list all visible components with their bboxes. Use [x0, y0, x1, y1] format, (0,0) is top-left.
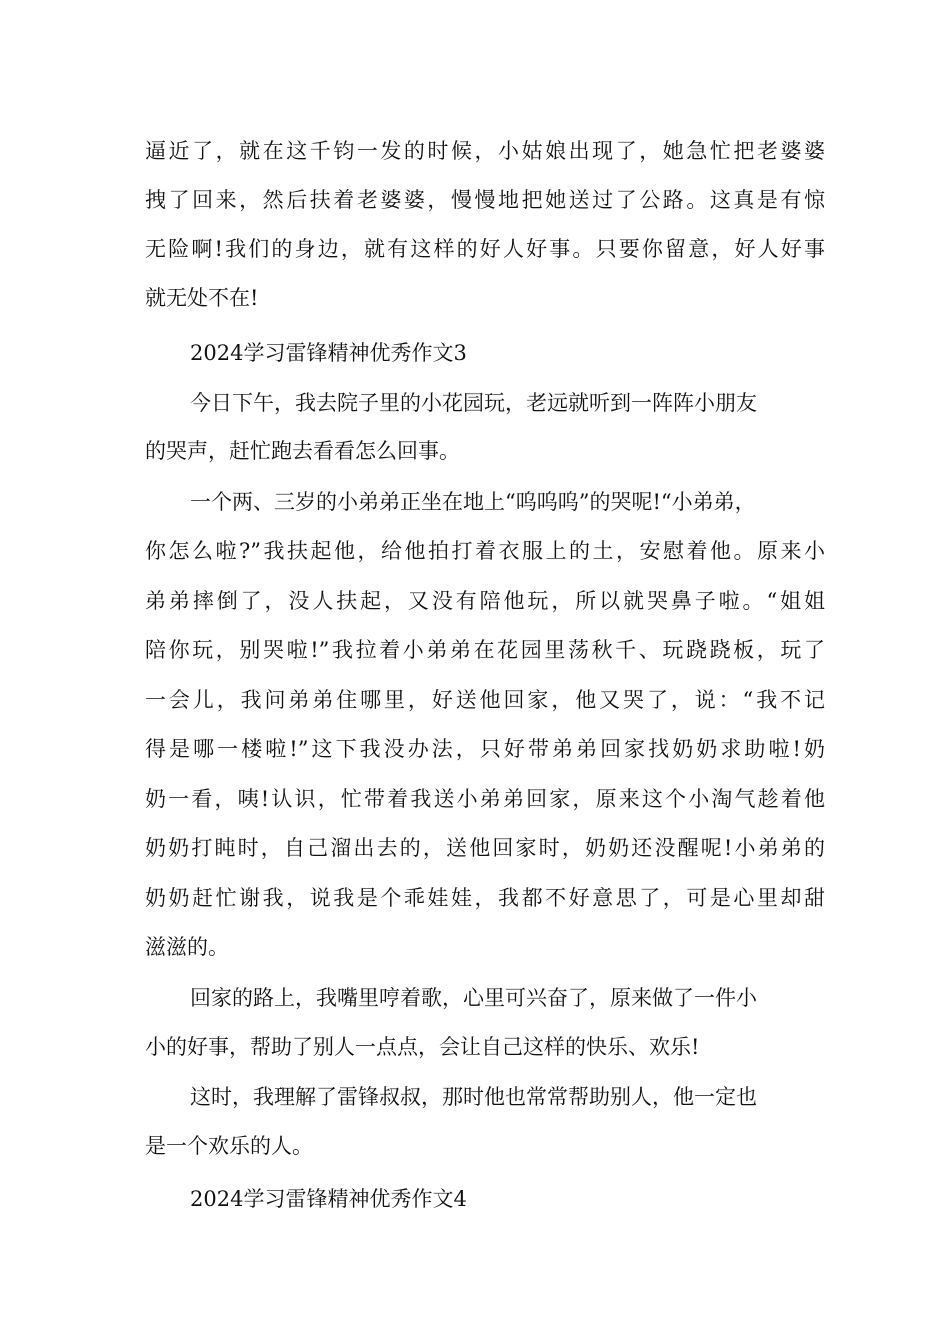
text-line: 一个两、三岁的小弟弟正坐在地上“呜呜呜”的哭呢!“小弟弟， [190, 490, 756, 514]
text-line: 回家的路上，我嘴里哼着歌，心里可兴奋了，原来做了一件小 [190, 986, 757, 1010]
section-heading: 2024学习雷锋精神优秀作文3 [190, 341, 467, 365]
text-line: 弟弟摔倒了，没人扶起，又没有陪他玩，所以就哭鼻子啦。“姐姐 [145, 589, 825, 613]
text-line: 无险啊!我们的身边，就有这样的好人好事。只要你留意，好人好事 [145, 237, 825, 261]
text-line: 逼近了，就在这千钧一发的时候，小姑娘出现了，她急忙把老婆婆 [145, 139, 825, 163]
text-line: 滋滋的。 [145, 935, 229, 959]
text-line: 奶奶赶忙谢我，说我是个乖娃娃，我都不好意思了，可是心里却甜 [145, 886, 825, 910]
text-line: 一会儿，我问弟弟住哪里，好送他回家，他又哭了，说：“我不记 [145, 688, 825, 712]
text-line: 陪你玩，别哭啦!”我拉着小弟弟在花园里荡秋千、玩跷跷板，玩了 [145, 638, 825, 662]
text-line: 奶奶打盹时，自己溜出去的，送他回家时，奶奶还没醒呢!小弟弟的 [145, 836, 825, 860]
text-line: 小的好事，帮助了别人一点点，会让自己这样的快乐、欢乐! [145, 1035, 700, 1059]
section-heading: 2024学习雷锋精神优秀作文4 [190, 1187, 467, 1211]
text-line: 今日下午，我去院子里的小花园玩，老远就听到一阵阵小朋友 [190, 391, 757, 415]
text-line: 你怎么啦?”我扶起他，给他拍打着衣服上的土，安慰着他。原来小 [145, 539, 825, 563]
text-line: 就无处不在! [145, 286, 259, 310]
text-line: 拽了回来，然后扶着老婆婆，慢慢地把她送过了公路。这真是有惊 [145, 188, 825, 212]
text-line: 的哭声，赶忙跑去看看怎么回事。 [145, 439, 460, 463]
text-line: 奶一看，咦!认识，忙带着我送小弟弟回家，原来这个小淘气趁着他 [145, 787, 825, 811]
text-line: 是一个欢乐的人。 [145, 1134, 313, 1158]
text-line: 得是哪一楼啦!”这下我没办法，只好带弟弟回家找奶奶求助啦!奶 [145, 737, 825, 761]
text-line: 这时，我理解了雷锋叔叔，那时他也常常帮助别人，他一定也 [190, 1085, 757, 1109]
